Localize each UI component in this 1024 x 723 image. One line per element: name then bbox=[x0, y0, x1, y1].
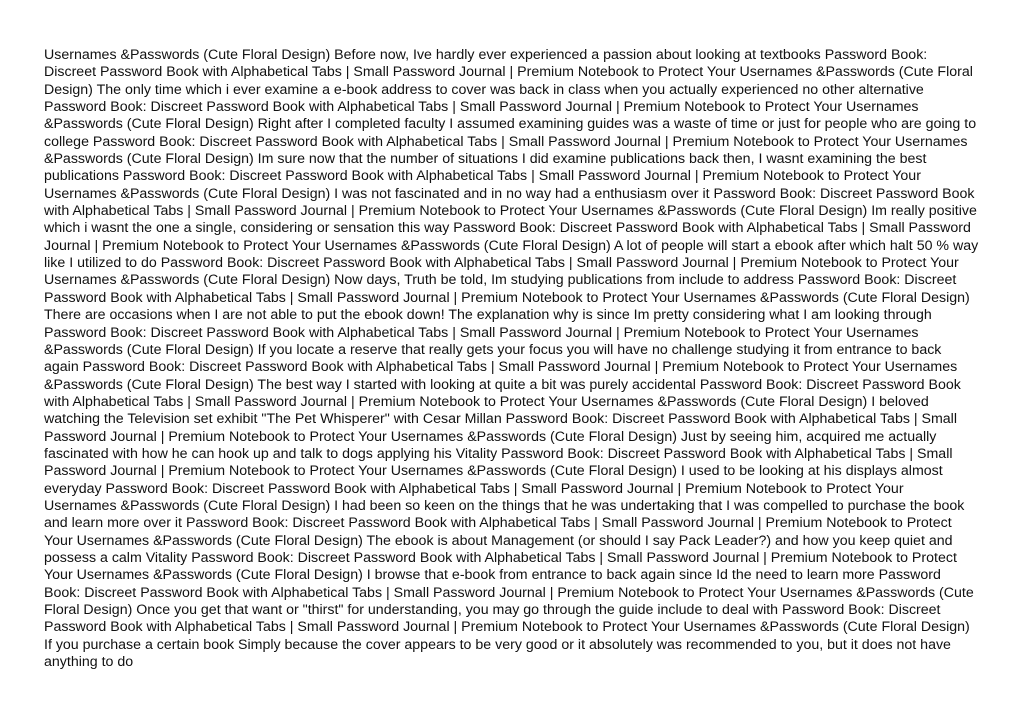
body-paragraph: Usernames &Passwords (Cute Floral Design) Before now, Ive hardly ever experienced a passion about looking at textbooks Password Book: Discreet Password Book with Alphabetical Tabs | Small Password Journal | Premium Notebook to Protect Your Usernames &Passwords (Cute Floral Design) The only time which i ever examine a e-book address to cover was back in class when you actually experienced no other alternative Password Book: Discreet Password Book with Alphabetical Tabs | Small Password Journal | Premium Notebook to Protect Your Usernames &Passwords (Cute Floral Design) Right after I completed faculty I assumed examining guides was a waste of time or just for people who are going to college Password Book: Discreet Password Book with Alphabetical Tabs | Small Password Journal | Premium Notebook to Protect Your Usernames &Passwords (Cute Floral Design) Im sure now that the number of situations I did examine publications back then, I wasnt examining the best publications Password Book: Discreet Password Book with Alphabetical Tabs | Small Password Journal | Premium Notebook to Protect Your Usernames &Passwords (Cute Floral Design) I was not fascinated and in no way had a enthusiasm over it Password Book: Discreet Password Book with Alphabetical Tabs | Small Password Journal | Premium Notebook to Protect Your Usernames &Passwords (Cute Floral Design) Im really positive which i wasnt the one a single, considering or sensation this way Password Book: Discreet Password Book with Alphabetical Tabs | Small Password Journal | Premium Notebook to Protect Your Usernames &Passwords (Cute Floral Design) A lot of people will start a ebook after which halt 50 % way like I utilized to do Password Book: Discreet Password Book with Alphabetical Tabs | Small Password Journal | Premium Notebook to Protect Your Usernames &Passwords (Cute Floral Design) Now days, Truth be told, Im studying publications from include to address Password Book: Discreet Password Book with Alphabetical Tabs | Small Password Journal | Premium Notebook to Protect Your Usernames &Passwords (Cute Floral Design) There are occasions when I are not able to put the ebook down! The explanation why is since Im pretty considering what I am looking through Password Book: Discreet Password Book with Alphabetical Tabs | Small Password Journal | Premium Notebook to Protect Your Usernames &Passwords (Cute Floral Design) If you locate a reserve that really gets your focus you will have no challenge studying it from entrance to back again Password Book: Discreet Password Book with Alphabetical Tabs | Small Password Journal | Premium Notebook to Protect Your Usernames &Passwords (Cute Floral Design) The best way I started with looking at quite a bit was purely accidental Password Book: Discreet Password Book with Alphabetical Tabs | Small Password Journal | Premium Notebook to Protect Your Usernames &Passwords (Cute Floral Design) I beloved watching the Television set exhibit "The Pet Whisperer" with Cesar Millan Password Book: Discreet Password Book with Alphabetical Tabs | Small Password Journal | Premium Notebook to Protect Your Usernames &Passwords (Cute Floral Design) Just by seeing him, acquired me actually fascinated with how he can hook up and talk to dogs applying his Vitality Password Book: Discreet Password Book with Alphabetical Tabs | Small Password Journal | Premium Notebook to Protect Your Usernames &Passwords (Cute Floral Design) I used to be looking at his displays almost everyday Password Book: Discreet Password Book with Alphabetical Tabs | Small Password Journal | Premium Notebook to Protect Your Usernames &Passwords (Cute Floral Design) I had been so keen on the things that he was undertaking that I was compelled to purchase the book and learn more over it Password Book: Discreet Password Book with Alphabetical Tabs | Small Password Journal | Premium Notebook to Protect Your Usernames &Passwords (Cute Floral Design) The ebook is about Management (or should I say Pack Leader?) and how you keep quiet and possess a calm Vitality Password Book: Discreet Password Book with Alphabetical Tabs | Small Password Journal | Premium Notebook to Protect Your Usernames &Passwords (Cute Floral Design) I browse that e-book from entrance to back again since Id the need to learn more Password Book: Discreet Password Book with Alphabetical Tabs | Small Password Journal | Premium Notebook to Protect Your Usernames &Passwords (Cute Floral Design) Once you get that want or "thirst" for understanding, you may go through the guide include to deal with Password Book: Discreet Password Book with Alphabetical Tabs | Small Password Journal | Premium Notebook to Protect Your Usernames &Passwords (Cute Floral Design) If you purchase a certain book Simply because the cover appears to be very good or it absolutely was recommended to you, but it does not have anything to do bbox=[44, 47, 979, 671]
